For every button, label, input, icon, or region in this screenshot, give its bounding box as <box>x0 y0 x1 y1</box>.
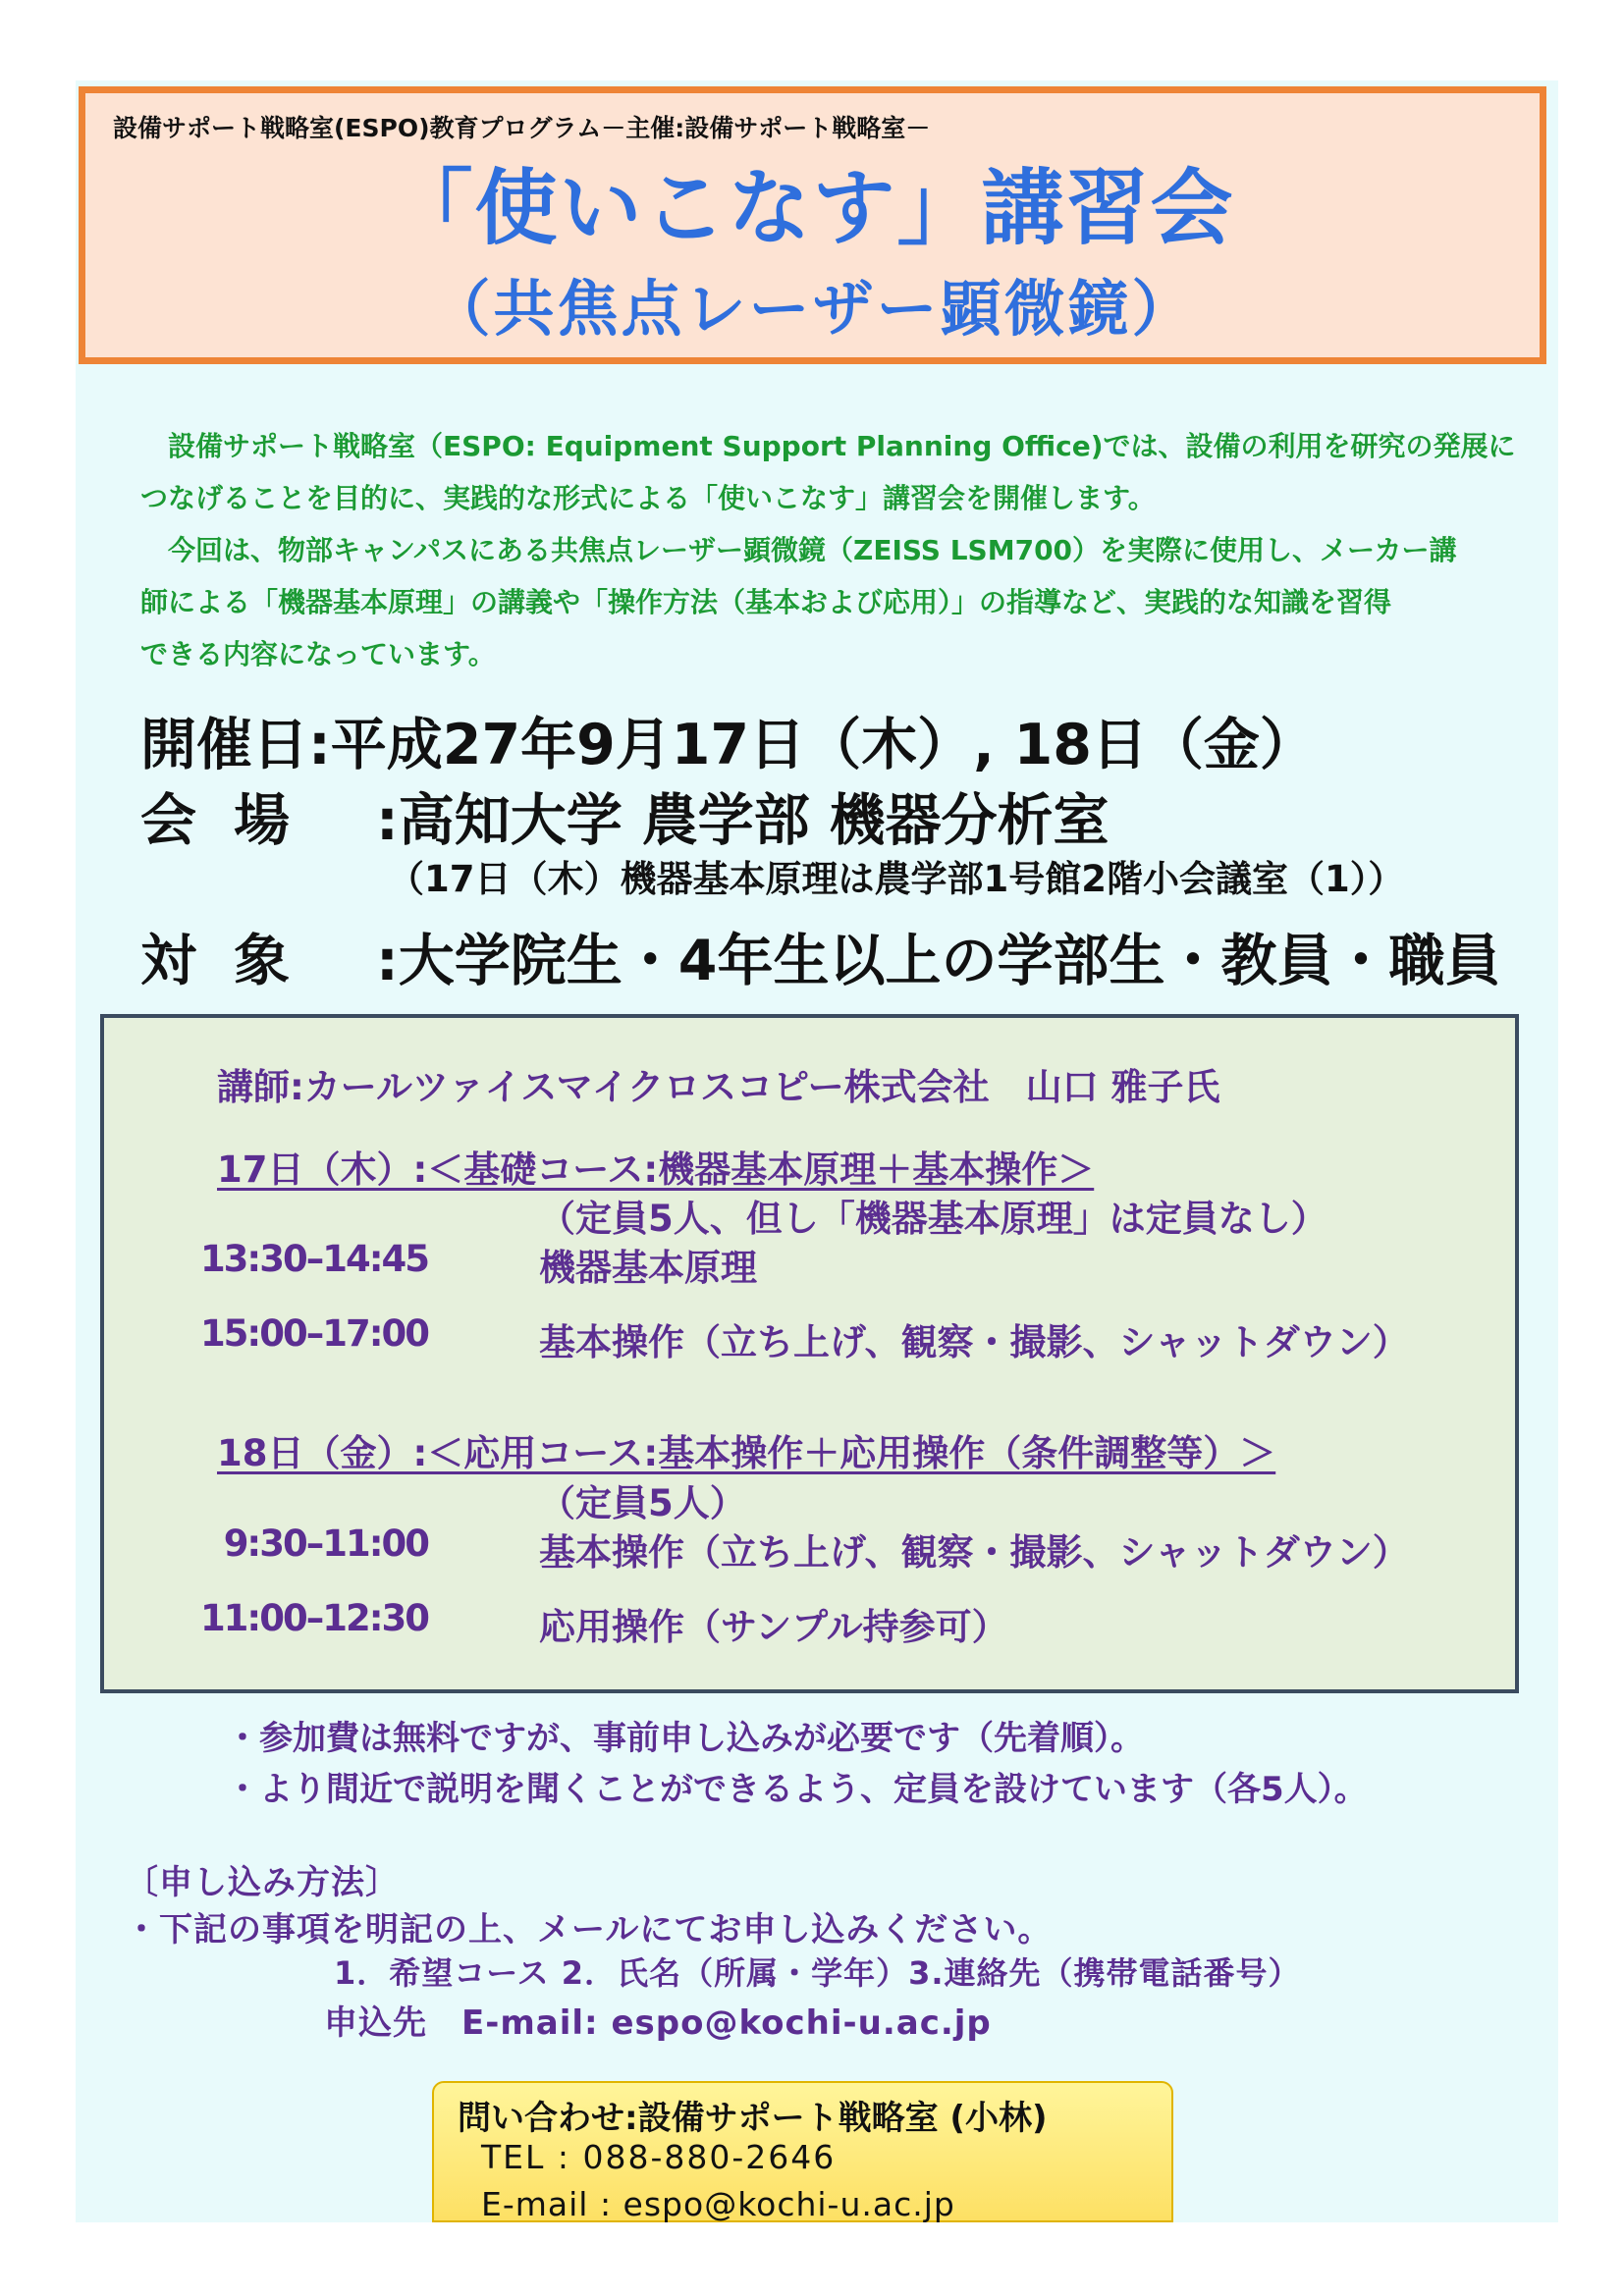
intro-line: できる内容になっています。 <box>140 638 496 670</box>
lecturer-line: 講師:カールツァイスマイクロスコピー株式会社 山口 雅子氏 <box>217 1066 1220 1108</box>
contact-box <box>432 2081 1173 2222</box>
contact-title: 問い合わせ:設備サポート戦略室 (小林) <box>458 2099 1048 2138</box>
target-label: 対象 <box>140 929 327 993</box>
intro-line: 師による「機器基本原理」の講義や「操作方法（基本および応用）」の指導など、実践的な知識を習得 <box>140 586 1392 618</box>
day1-course-heading: 17日（木）:＜基礎コース:機器基本原理＋基本操作＞ <box>217 1148 1095 1191</box>
session-desc: 基本操作（立ち上げ、観察・撮影、シャットダウン） <box>539 1531 1409 1574</box>
date-label: 開催日 <box>140 713 308 777</box>
apply-items: 1．希望コース 2．氏名（所属・学年）3.連絡先（携帯電話番号） <box>334 1954 1301 1992</box>
contact-email: E-mail : espo@kochi-u.ac.jp <box>481 2185 955 2223</box>
date-value: :平成27年9月17日（木）, 18日（金） <box>308 713 1316 777</box>
intro-line: つなげることを目的に、実践的な形式による「使いこなす」講習会を開催します。 <box>140 482 1156 514</box>
day2-capacity: （定員5人） <box>539 1482 746 1524</box>
session-time: 9:30–11:00 <box>223 1522 428 1565</box>
venue-value: :高知大学 農学部 機器分析室 <box>376 788 1110 853</box>
venue-note: （17日（木）機器基本原理は農学部1号館2階小会議室（1）） <box>388 858 1405 900</box>
page-subtitle: （共焦点レーザー顕微鏡） <box>429 273 1196 345</box>
page-title: 「使いこなす」講習会 <box>390 160 1235 256</box>
session-time: 11:00–12:30 <box>199 1597 428 1639</box>
intro-line: 設備サポート戦略室（ESPO: Equipment Support Planning Office)では、設備の利用を研究の発展に <box>140 430 1516 462</box>
notes-list <box>226 1713 1368 1815</box>
target-value: :大学院生・4年生以上の学部生・教員・職員 <box>376 929 1501 993</box>
venue-label: 会場 <box>140 788 327 853</box>
event-date <box>140 700 1316 780</box>
event-target <box>140 916 1500 996</box>
header-banner <box>79 86 1546 364</box>
session-desc: 機器基本原理 <box>539 1247 757 1289</box>
apply-heading: 〔申し込み方法〕 <box>125 1863 400 1902</box>
note-item: ・参加費は無料ですが、事前申し込みが必要です（先着順）。 <box>226 1719 1144 1758</box>
organizer-line: 設備サポート戦略室(ESPO)教育プログラム－主催:設備サポート戦略室－ <box>113 114 931 142</box>
intro-text <box>140 420 1535 680</box>
event-venue <box>140 775 1109 856</box>
contact-tel: TEL : 088-880-2646 <box>481 2138 837 2176</box>
note-item: ・より間近で説明を聞くことができるよう、定員を設けています（各5人）。 <box>226 1770 1368 1809</box>
session-desc: 応用操作（サンプル持参可） <box>539 1606 1008 1648</box>
schedule-box <box>100 1014 1519 1693</box>
day1-capacity: （定員5人、但し「機器基本原理」は定員なし） <box>539 1198 1327 1240</box>
session-desc: 基本操作（立ち上げ、観察・撮影、シャットダウン） <box>539 1321 1409 1363</box>
apply-instruction: ・下記の事項を明記の上、メールにてお申し込みください。 <box>125 1910 1053 1949</box>
intro-line: 今回は、物部キャンパスにある共焦点レーザー顕微鏡（ZEISS LSM700）を実際に使用し、メーカー講 <box>140 534 1457 566</box>
session-time: 15:00–17:00 <box>199 1312 428 1355</box>
session-time: 13:30–14:45 <box>199 1238 428 1280</box>
apply-address: 申込先 E-mail: espo@kochi-u.ac.jp <box>324 2003 992 2043</box>
day2-course-heading: 18日（金）:＜応用コース:基本操作＋応用操作（条件調整等）＞ <box>217 1432 1276 1474</box>
